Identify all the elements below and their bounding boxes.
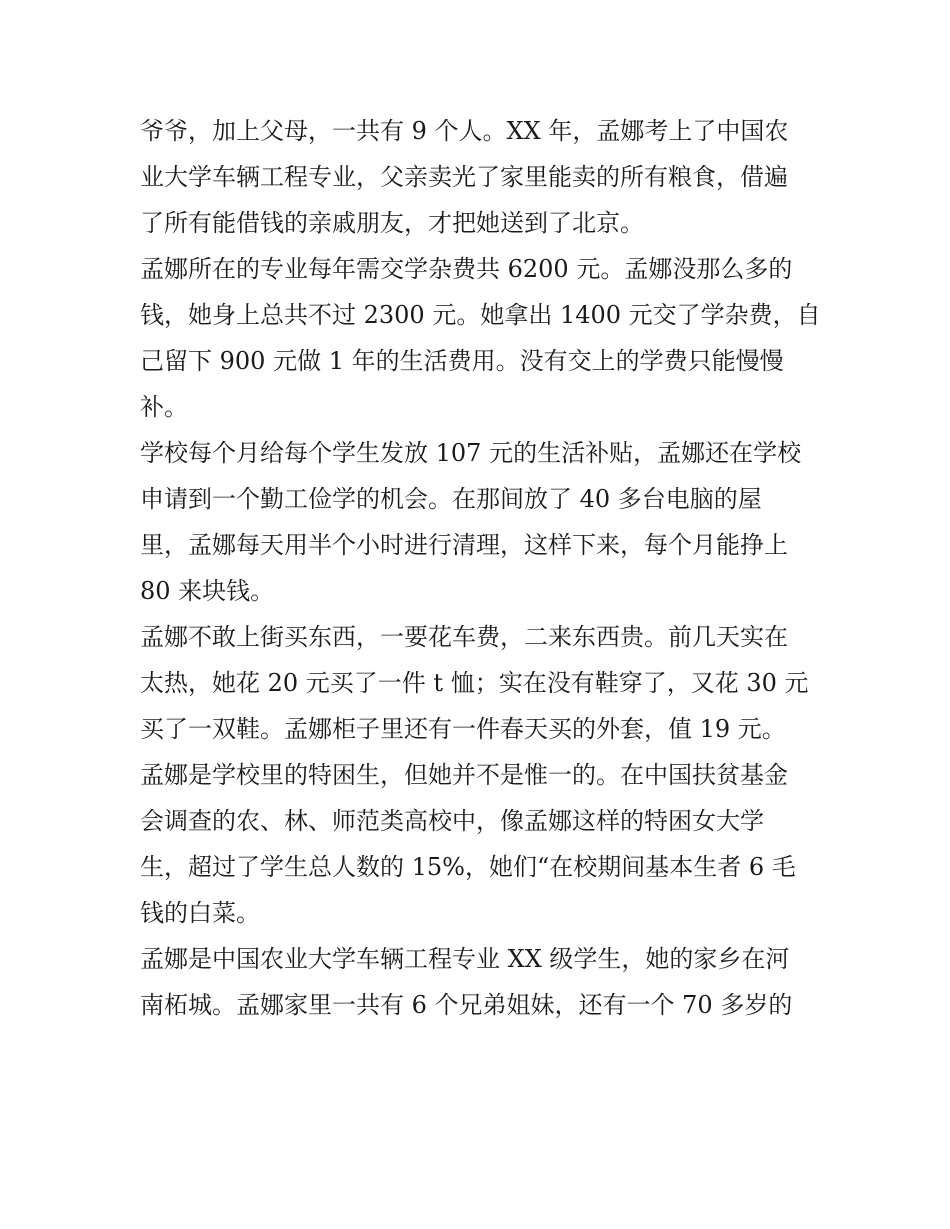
text-line: 钱的白菜。 [140, 899, 260, 927]
text-line: 80 来块钱。 [140, 577, 275, 605]
text-line: 生，超过了学生总人数的 15%，她们“在校期间基本生者 6 毛 [140, 853, 796, 881]
text-line: 买了一双鞋。孟娜柜子里还有一件春天买的外套，值 19 元。 [140, 715, 786, 743]
text-line: 业大学车辆工程专业，父亲卖光了家里能卖的所有粮食，借遍 [140, 163, 788, 191]
text-line: 己留下 900 元做 1 年的生活费用。没有交上的学费只能慢慢 [140, 347, 784, 375]
text-line: 孟娜所在的专业每年需交学杂费共 6200 元。孟娜没那么多的 [140, 255, 793, 283]
text-line: 会调查的农、林、师范类高校中，像孟娜这样的特困女大学 [140, 807, 764, 835]
text-line: 钱，她身上总共不过 2300 元。她拿出 1400 元交了学杂费，自 [140, 301, 821, 329]
text-line: 南柘城。孟娜家里一共有 6 个兄弟姐妹，还有一个 70 多岁的 [140, 991, 793, 1019]
text-line: 里，孟娜每天用半个小时进行清理，这样下来，每个月能挣上 [140, 531, 788, 559]
text-line: 学校每个月给每个学生发放 107 元的生活补贴，孟娜还在学校 [140, 439, 802, 467]
text-line: 爷爷，加上父母，一共有 9 个人。XX 年，孟娜考上了中国农 [140, 117, 789, 145]
text-line: 补。 [140, 393, 188, 421]
text-line: 太热，她花 20 元买了一件 t 恤；实在没有鞋穿了，又花 30 元 [140, 669, 809, 697]
text-line: 了所有能借钱的亲戚朋友，才把她送到了北京。 [140, 209, 644, 237]
text-line: 孟娜是中国农业大学车辆工程专业 XX 级学生，她的家乡在河 [140, 945, 790, 973]
body-text [140, 108, 820, 1028]
text-line: 孟娜不敢上街买东西，一要花车费，二来东西贵。前几天实在 [140, 623, 788, 651]
text-line: 孟娜是学校里的特困生，但她并不是惟一的。在中国扶贫基金 [140, 761, 788, 789]
text-line: 申请到一个勤工俭学的机会。在那间放了 40 多台电脑的屋 [140, 485, 762, 513]
